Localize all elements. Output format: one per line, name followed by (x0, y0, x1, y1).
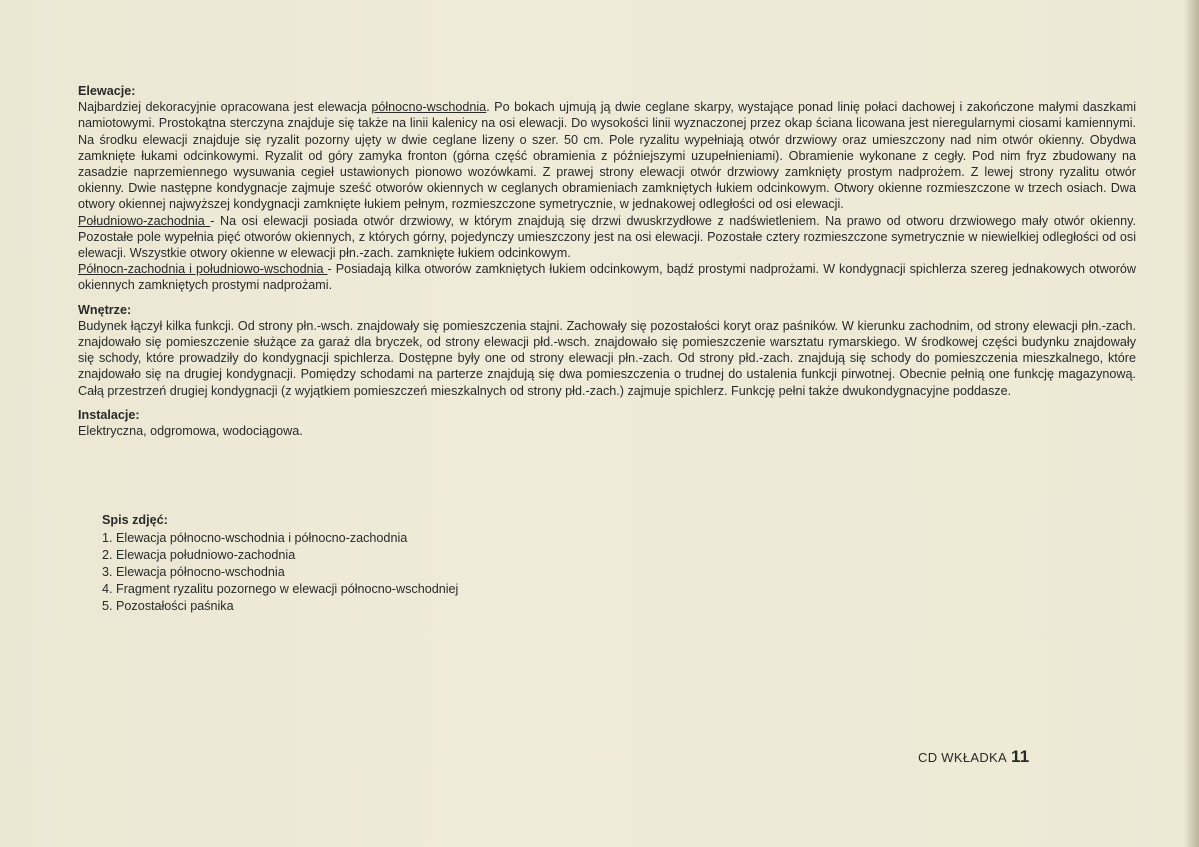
paragraph-instalacje: Elektryczna, odgromowa, wodociągowa. (78, 424, 303, 439)
heading-wnetrze: Wnętrze: (78, 302, 132, 317)
photo-list (102, 512, 458, 615)
heading-spis-zdjec: Spis zdjęć: (102, 513, 168, 527)
heading-elewacje: Elewacje: (78, 84, 136, 98)
section-elewacje (78, 83, 1136, 294)
document-body (78, 83, 1136, 447)
text-segment: . Po bokach ujmują ją dwie ceglane skarpy, wystające ponad linię połaci dachowej i zakończone małymi daszkami namiotowymi. Prostokątna sterczyna znajduje się także na linii kalenicy na osi elewacji. Do wysokości linii wyznaczonej przez okap ściana licowana jest nieregularnymi ciosami kamiennymi. Na środku elewacji znajduje się ryzalit pozorny ujęty w dwie ceglane lizeny o szer. 50 cm. Pole ryzalitu wypełniają otwór drzwiowy oraz umieszczony nad nim otwór okienny. Obydwa zamknięte łukami odcinkowymi. Ryzalit od góry zamyka fronton (górna część obramienia z późniejszymi uzupełnieniami). Obramienie wykonane z cegły. Pod nim fryz zbudowany na zasadzie naprzemiennego wysuwania cegieł ustawionych pionowo wozówkami. Z prawej strony elewacji otwór drzwiowy zamknięty prostym nadprożem. Z lewej strony ryzalitu otwór okienny. Dwie następne kondygnacje zajmuje sześć otworów okiennych w ceglanych obramieniach zamkniętych łukiem odcinkowym. Otwory okienne rozmieszczone w trzech osiach. Dwa otwory okiennej najwyższej kondygnacji zamknięte łukiem pełnym, rozmieszczone symetrycznie, w jednakowej odległości od osi elewacji. (78, 100, 1136, 212)
text-segment: - Posiadają kilka otworów zamkniętych łukiem odcinkowym, bądź prostymi nadprożami. W kondygnacji spichlerza szereg jednakowych otworów okiennych zamkniętych prostymi nadprożami. (78, 262, 1136, 293)
list-item: 2. Elewacja południowo-zachodnia (102, 548, 296, 562)
heading-instalacje: Instalacje: (78, 407, 140, 422)
paragraph-elewacja-pn-wsch (78, 99, 1136, 212)
underlined-term: północno-wschodnia (371, 100, 487, 115)
photo-list-items (102, 530, 458, 615)
page-edge-shadow (1183, 0, 1199, 847)
footer-label: CD WKŁADKA (918, 750, 1007, 765)
list-item: 1. Elewacja północno-wschodnia i północno-zachodnia (102, 531, 408, 545)
section-wnetrze (78, 302, 1136, 399)
list-item: 4. Fragment ryzalitu pozornego w elewacji północno-wschodniej (102, 582, 459, 596)
section-instalacje (78, 407, 1136, 439)
list-item: 5. Pozostałości paśnika (102, 599, 234, 613)
list-item: 3. Elewacja północno-wschodnia (102, 565, 285, 579)
underlined-term: Północn-zachodnia i południowo-wschodnia (78, 262, 328, 277)
text-segment: Najbardziej dekoracyjnie opracowana jest elewacja (78, 100, 372, 115)
paragraph-elewacje-boczne (78, 261, 1136, 293)
paragraph-elewacja-pd-zach (78, 213, 1136, 262)
underlined-term: Południowo-zachodnia (78, 213, 211, 228)
page-footer (918, 747, 1030, 767)
text-segment: - Na osi elewacji posiada otwór drzwiowy, w którym znajdują się drzwi dwuskrzydłowe z nadświetleniem. Na prawo od otworu drzwiowego mały otwór okienny. Pozostałe pole wypełnia pięć otworów okiennych, z których górny, pojedynczy umieszczony jest na osi elewacji. Pozostałe cztery rozmieszczone symetrycznie w niewielkiej odległości od osi elewacji. Wszystkie otwory okienne w elewacji płn.-zach. zamknięte łukiem odcinkowym. (78, 213, 1137, 261)
paragraph-wnetrze: Budynek łączył kilka funkcji. Od strony płn.-wsch. znajdowały się pomieszczenia stajni. Zachowały się pozostałości koryt oraz paśników. W kierunku zachodnim, od strony elewacji płn.-zach. znajdowało się pomieszczenie służące za garaż dla bryczek, od strony elewacji płd.-wsch. znajdowało się pomieszczenie warsztatu rymarskiego. W środkowej części budynku znajdowały się schody, które prowadziły do kondygnacji spichlerza. Dostępne były one od strony elewacji płn.-zach. Od strony płd.-zach. znajdują się schody do pomieszczenia mieszkalnego, które znajdowało się na drugiej kondygnacji. Pomiędzy schodami na parterze znajdują się dwa pomieszczenia o trudnej do ustalenia funkcji pirwotnej. Obecnie pełnią one funkcję magazynową. Całą przestrzeń drugiej kondygnacji (z wyjątkiem pomieszczeń mieszkalnych od strony płd.-zach.) zajmuje spichlerz. Funkcję pełni także dwukondygnacyjne poddasze. (78, 318, 1136, 398)
page-number: 11 (1010, 747, 1030, 766)
